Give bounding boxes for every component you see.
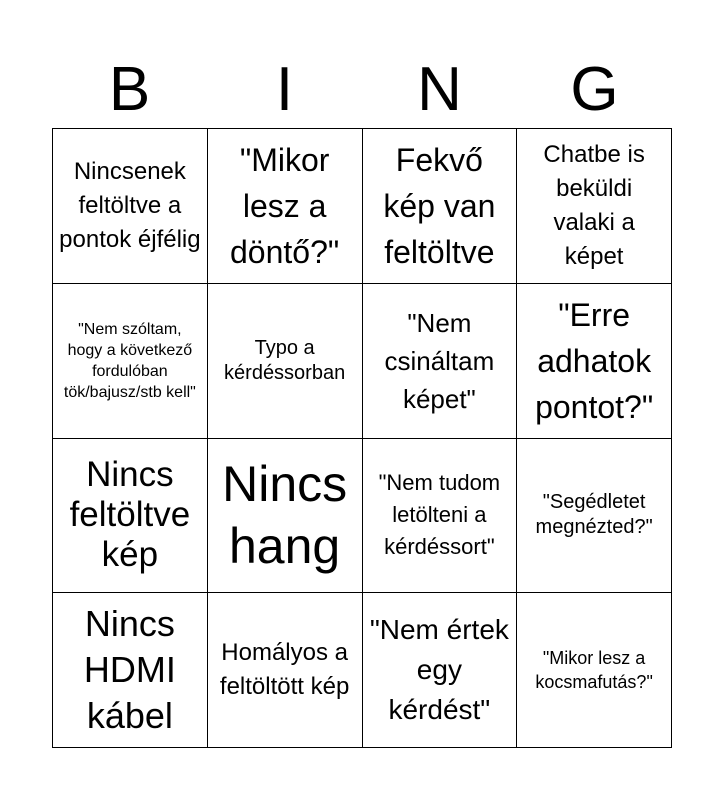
cell-text: "Mikor lesz a kocsmafutás?" xyxy=(535,648,653,693)
cell-text: Nincs feltöltve kép xyxy=(69,455,191,575)
cell-text: Nincsenek feltöltve a pontok éjfélig xyxy=(59,157,201,253)
cell-text: "Nem értek egy kérdést" xyxy=(369,614,509,726)
bingo-cell-r3c1[interactable] xyxy=(53,439,208,594)
cell-text: Homályos a feltöltött kép xyxy=(219,639,350,701)
bingo-cell-r1c2[interactable] xyxy=(208,129,363,284)
header-letter-b: B xyxy=(108,55,151,124)
bingo-cell-r4c2[interactable] xyxy=(208,593,363,748)
cell-text: "Segédletet megnézted?" xyxy=(535,491,653,539)
bingo-cell-r3c3[interactable] xyxy=(363,439,518,594)
cell-text: "Nem szóltam, hogy a következő fordulóban tök/bajusz/stb kell" xyxy=(63,320,196,401)
bingo-cell-r2c1[interactable] xyxy=(53,284,208,439)
bingo-cell-r2c3[interactable] xyxy=(363,284,518,439)
header-letter-g: G xyxy=(570,55,619,124)
bingo-cell-r2c2[interactable] xyxy=(208,284,363,439)
header-letter-i: I xyxy=(275,55,294,124)
cell-text: "Nem csináltam képet" xyxy=(384,307,495,414)
bingo-cell-r1c1[interactable] xyxy=(53,129,208,284)
bingo-cell-r3c4[interactable] xyxy=(517,439,672,594)
cell-text: Chatbe is beküldi valaki a képet xyxy=(543,140,645,270)
bingo-cell-r3c2[interactable] xyxy=(208,439,363,594)
bingo-board xyxy=(52,128,672,748)
cell-text: Nincs HDMI kábel xyxy=(83,603,176,737)
bingo-header xyxy=(52,52,672,128)
bingo-cell-r4c1[interactable] xyxy=(53,593,208,748)
cell-text: Fekvő kép van feltöltve xyxy=(383,141,496,270)
bingo-cell-r4c3[interactable] xyxy=(363,593,518,748)
header-letter-n: N xyxy=(417,55,462,124)
bingo-cell-r1c3[interactable] xyxy=(363,129,518,284)
cell-text: "Mikor lesz a döntő?" xyxy=(230,141,340,270)
cell-text: "Nem tudom letölteni a kérdéssort" xyxy=(378,470,501,560)
bingo-cell-r4c4[interactable] xyxy=(517,593,672,748)
cell-text: Nincs hang xyxy=(222,456,348,575)
cell-text: Typo a kérdéssorban xyxy=(224,336,346,384)
bingo-cell-r1c4[interactable] xyxy=(517,129,672,284)
bingo-cell-r2c4[interactable] xyxy=(517,284,672,439)
cell-text: "Erre adhatok pontot?" xyxy=(535,296,654,425)
